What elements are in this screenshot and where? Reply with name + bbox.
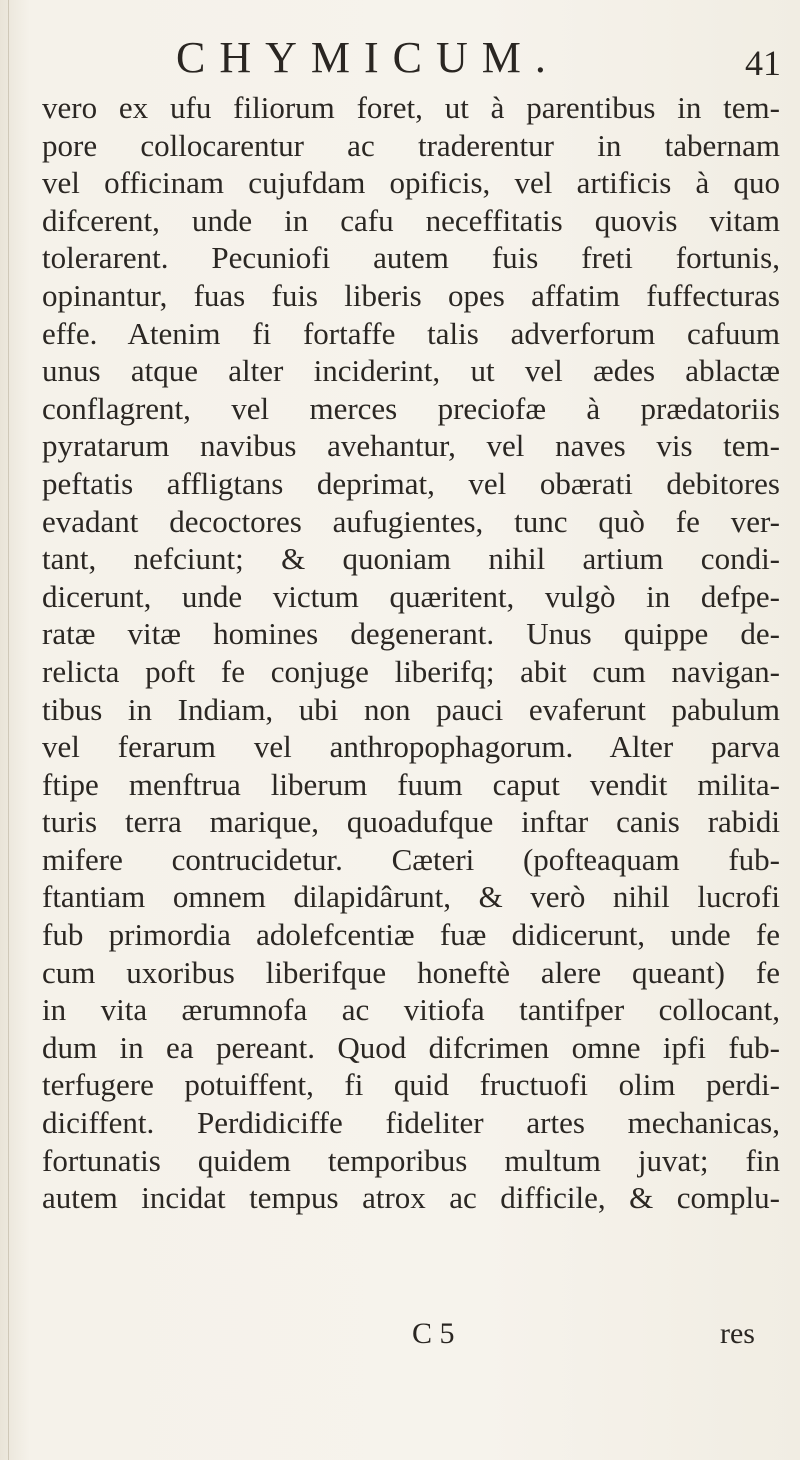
text-line: effe. Atenim fi fortaffe talis adverforum cafuum (42, 315, 780, 351)
text-line: difcerent, unde in cafu neceffitatis quovis vitam (42, 202, 780, 238)
text-line: in vita ærumnofa ac vitiofa tantifper collocant, (42, 992, 780, 1028)
text-line: evadant decoctores aufugientes, tunc quò fe ver- (42, 503, 780, 539)
text-line: peftatis affligtans deprimat, vel obærati debitores (42, 465, 780, 501)
text-line: terfugere potuiffent, fi quid fructuofi olim perdi- (42, 1067, 780, 1103)
text-line: pyratarum navibus avehantur, vel naves vis tem- (42, 428, 780, 464)
text-line: autem incidat tempus atrox ac difficile, & complu- (42, 1180, 780, 1216)
page-number: 41 (745, 43, 781, 83)
text-line: fub primordia adolefcentiæ fuæ didicerunt, unde fe (42, 917, 780, 953)
text-line: tibus in Indiam, ubi non pauci evaferunt pabulum (42, 691, 780, 727)
text-line: unus atque alter inciderint, ut vel ædes ablactæ (42, 353, 780, 389)
text-line: tant, nefciunt; & quoniam nihil artium condi- (42, 541, 780, 577)
text-line: ftantiam omnem dilapidârunt, & verò nihil lucrofi (42, 879, 780, 915)
page-header (0, 30, 800, 86)
text-line: ftipe menftrua liberum fuum caput vendit milita- (42, 766, 780, 802)
signature-mark: C 5 (412, 1317, 455, 1350)
text-line: vel ferarum vel anthropophagorum. Alter parva (42, 729, 780, 765)
text-line: opinantur, fuas fuis liberis opes affatim fuffecturas (42, 277, 780, 313)
catchword: res (720, 1317, 755, 1350)
text-line: pore collocarentur ac traderentur in tabernam (42, 127, 780, 163)
text-line: ratæ vitæ homines degenerant. Unus quippe de- (42, 616, 780, 652)
text-line: vel officinam cujufdam opificis, vel artificis à quo (42, 165, 780, 201)
text-line: tolerarent. Pecuniofi autem fuis freti fortunis, (42, 240, 780, 276)
text-line: mifere contrucidetur. Cæteri (pofteaquam fub- (42, 841, 780, 877)
text-line: cum uxoribus liberifque honeftè alere queant) fe (42, 954, 780, 990)
text-line: dum in ea pereant. Quod difcrimen omne ipfi fub- (42, 1029, 780, 1065)
running-head: CHYMICUM. (176, 33, 560, 82)
text-line: dicerunt, unde victum quæritent, vulgò in defpe- (42, 578, 780, 614)
text-line: turis terra marique, quoadufque inftar canis rabidi (42, 804, 780, 840)
text-line: diciffent. Perdidiciffe fideliter artes mechanicas, (42, 1105, 780, 1141)
page-footer (0, 1314, 800, 1354)
body-text (42, 89, 780, 1217)
text-line: conflagrent, vel merces preciofæ à prædatoriis (42, 390, 780, 426)
text-line: fortunatis quidem temporibus multum juvat; fin (42, 1142, 780, 1178)
text-line: vero ex ufu filiorum foret, ut à parentibus in tem- (42, 90, 780, 125)
gutter-edge (8, 0, 9, 1460)
text-line: relicta poft fe conjuge liberifq; abit cum navigan- (42, 653, 780, 689)
